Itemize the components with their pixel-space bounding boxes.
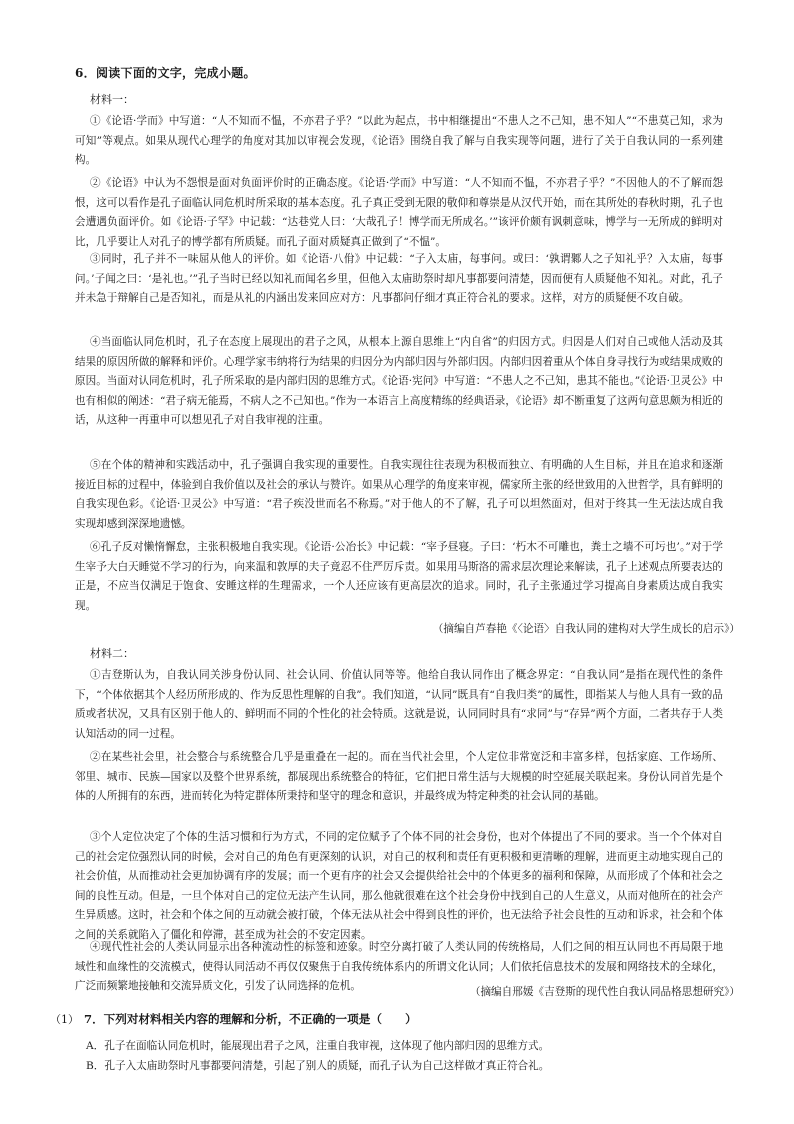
material2-label: 材料二： xyxy=(90,647,134,660)
material1-paragraph-5: ⑤在个体的精神和实践活动中，孔子强调自我实现的重要性。自我实现往往表现为积极而独立、有明确的人生目标，并且在追求和逐渐接近目标的过程中，体验到自我价值以及社会的承认与赞许。如果从心理学的角度来审视，儒家所主张的经世致用的入世哲学，具有鲜明的自我实现色彩。《论语·卫灵公》中写道：“君子疾没世而名不称焉。”对于他人的不了解，孔子可以坦然面对，但对于终其一生无法达成自我实现却感到深深地遗憾。 xyxy=(75,459,723,530)
material2-paragraph-1: ①吉登斯认为，自我认同关涉身份认同、社会认同、价值认同等等。他给自我认同作出了概念界定：“自我认同”是指在现代性的条件下，“个体依据其个人经历所形成的、作为反思性理解的自我”。我们知道，“认同”既具有“自我归类”的属性，即指某人与他人具有一致的品质或者状况，又具有区别于他人的、鲜明而不同的个性化的社会特质。这就是说，认同同时具有“求同”与“存异”两个方面，二者共存于人类认知活动的同一过程。 xyxy=(75,669,723,740)
material1-label: 材料一： xyxy=(90,93,134,106)
material1-paragraph-1: ①《论语·学而》中写道：“人不知而不愠，不亦君子乎？”以此为起点，书中相继提出“不患人之不己知，患不知人”“不患莫己知，求为可知”等观点。如果从现代心理学的角度对其加以审视会发现，《论语》围绕自我了解与自我实现等问题，进行了关于自我认同的一系列建构。 xyxy=(75,115,723,167)
material1-paragraph-3: ③同时，孔子并不一味屈从他人的评价。如《论语·八佾》中记载：“子入太庙，每事问。或曰：‘孰谓鄹人之子知礼乎？入太庙，每事问。’子闻之曰：‘是礼也。’”孔子当时已经以知礼而闻名乡里，但他入太庙助祭时却凡事都要问清楚，因而便有人质疑他不知礼。对此，孔子并未急于辩解自己是否知礼，而是从礼的内涵出发来回应对方：凡事都问仔细才真正符合礼的要求。这样，对方的质疑便不攻自破。 xyxy=(75,253,723,305)
subquestion-title: 7．下列对材料相关内容的理解和分析，不正确的一项是（ ） xyxy=(84,1012,417,1026)
material2-source: （摘编自邢媛《吉登斯的现代性自我认同品格思想研究》） xyxy=(469,986,740,998)
option-a[interactable]: A．孔子在面临认同危机时，能展现出君子之风，注重自我审视，这体现了他内部归因的思维方式。 xyxy=(86,1040,550,1052)
material1-paragraph-4: ④当面临认同危机时，孔子在态度上展现出的君子之风，从根本上源自思维上“内自省”的归因方式。归因是人们对自己或他人活动及其结果的原因所做的解释和评价。心理学家韦纳将行为结果的归因分为内部归因与外部归因。内部归因着重从个体自身寻找行为或结果成败的原因。当面对认同危机时，孔子所采取的是内部归因的思维方式。《论语·宪问》中写道：“不患人之不己知，患其不能也。”《论语·卫灵公》中也有相似的阐述：“君子病无能焉，不病人之不己知也。”作为一本语言上高度精练的经典语录，《论语》却不断重复了这两句意思颇为相近的话，从这种一再重申可以想见孔子对自我审视的注重。 xyxy=(75,336,723,427)
material1-source: （摘编自芦春艳《〈论语〉自我认同的建构对大学生成长的启示》） xyxy=(432,623,740,635)
material2-paragraph-4: ④现代性社会的人类认同显示出各种流动性的标签和迹象。时空分离打破了人类认同的传统格局，人们之间的相互认同也不再局限于地域性和血缘性的交流模式，使得认同活动不再仅仅聚焦于自我传统体系内的所谓文化认同；人们依托信息技术的发展和网络技术的全球化，广泛而频繁地接触和交流异质文化，引发了认同选择的危机。 xyxy=(75,941,723,993)
material1-paragraph-6: ⑥孔子反对懒惰懈怠，主张积极地自我实现。《论语·公冶长》中记载：“宰予昼寝。子曰：‘朽木不可雕也，粪土之墙不可圬也’。”对于学生宰予大白天睡觉不学习的行为，向来温和敦厚的夫子竟忍不住严厉斥责。如果用马斯洛的需求层次理论来解读，孔子上述观点所要表达的正是，不应当仅满足于饱食、安睡这样的生理需求，一个人还应该有更高层次的追求。同时，孔子主张通过学习提高自身素质达成自我实现。 xyxy=(75,541,723,612)
subquestion-number: （1） xyxy=(50,1013,79,1026)
material2-paragraph-2: ②在某些社会里，社会整合与系统整合几乎是重叠在一起的。而在当代社会里，个人定位非常宽泛和丰富多样，包括家庭、工作场所、邻里、城市、民族—国家以及整个世界系统，都展现出系统整合的特征，它们把日常生活与大规模的时空延展关联起来。身份认同首先是个体的人所拥有的东西，进而转化为特定群体所秉持和坚守的理念和意识，并最终成为特定种类的社会认同的基础。 xyxy=(75,751,723,803)
question-title: 6．阅读下面的文字，完成小题。 xyxy=(75,66,256,80)
option-b[interactable]: B．孔子入太庙助祭时凡事都要问清楚，引起了别人的质疑，而孔子认为自己这样做才真正符合礼。 xyxy=(86,1060,550,1072)
material2-paragraph-3: ③个人定位决定了个体的生活习惯和行为方式，不同的定位赋予了个体不同的社会身份，也对个体提出了不同的要求。当一个个体对自己的社会定位强烈认同的时候，会对自己的角色有更深刻的认识，对自己的权利和责任有更积极和更清晰的理解，进而更主动地实现自己的社会价值，从而推动社会更加协调有序的发展；而一个更有序的社会又会提供给社会中的个体更多的福利和保障，从而形成了个体和社会之间的良性互动。但是，一旦个体对自己的定位无法产生认同，那么他就很难在这个社会身份中找到自己的人生意义，从而对他所在的社会产生异质感。这时，社会和个体之间的互动就会被打破，个体无法从社会中得到良性的评价，也无法给予社会良性的互动和诉求，社会和个体之间的关系就陷入了僵化和停滞，甚至成为社会的不安定因素。 xyxy=(75,831,723,941)
material1-paragraph-2: ②《论语》中认为不怨恨是面对负面评价时的正确态度。《论语·学而》中写道：“人不知而不愠，不亦君子乎？”不因他人的不了解而怨恨，这可以看作是孔子面临认同危机时所采取的基本态度。孔子真正受到无限的敬仰和尊崇是从汉代开始，而在其所处的春秋时期，孔子也会遭遇负面评价。如《论语·子罕》中记载：“达巷党人曰：‘大哉孔子！博学而无所成名。’”该评价颇有讽刺意味，博学与一无所成的鲜明对比，几乎要让人对孔子的博学都有所质疑。而孔子面对质疑真正做到了“不愠”。 xyxy=(75,177,723,248)
